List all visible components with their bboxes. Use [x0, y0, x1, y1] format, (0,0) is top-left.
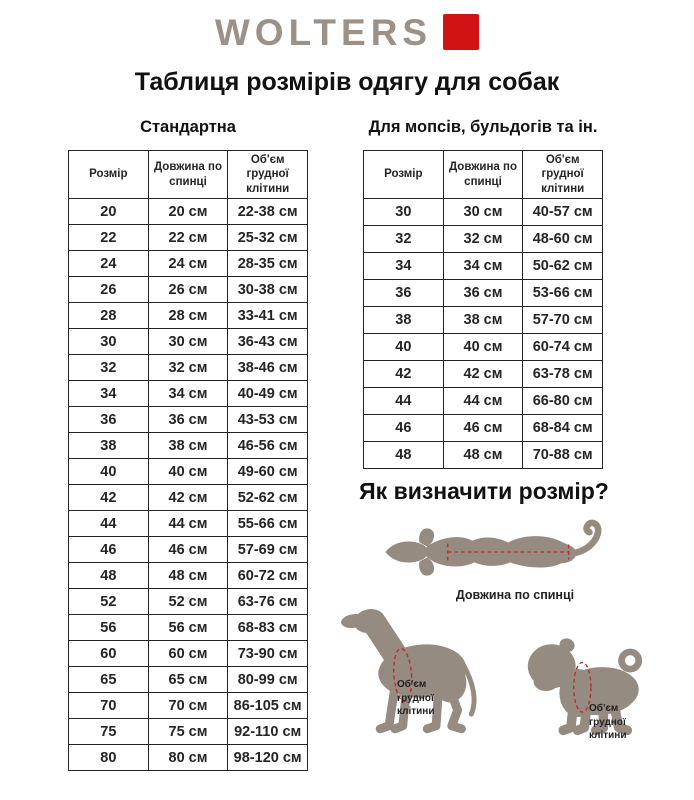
- table-row: [69, 667, 308, 693]
- table-cell: 70-88 см: [523, 442, 603, 469]
- pugs-table-title: Для мопсів, бульдогів та ін.: [368, 118, 598, 136]
- back-length-label: Довжина по спинці: [455, 588, 575, 602]
- pugs-table-header: [364, 151, 603, 199]
- table-cell: 52-62 см: [228, 485, 308, 511]
- table-cell: 40: [69, 459, 149, 485]
- column-header-back-length: Довжина по спинці: [443, 151, 523, 199]
- table-row: [364, 253, 603, 280]
- standard-table-section: [68, 118, 308, 771]
- table-cell: 36 см: [443, 280, 523, 307]
- table-cell: 46: [364, 415, 444, 442]
- table-cell: 36-43 см: [228, 329, 308, 355]
- guide-title: Як визначити розмір?: [359, 478, 609, 504]
- table-cell: 30: [364, 199, 444, 226]
- table-cell: 38: [364, 307, 444, 334]
- table-cell: 48: [364, 442, 444, 469]
- table-cell: 44 см: [148, 511, 228, 537]
- table-cell: 34: [69, 381, 149, 407]
- table-row: [69, 589, 308, 615]
- table-cell: 56 см: [148, 615, 228, 641]
- table-cell: 68-83 см: [228, 615, 308, 641]
- column-header-back-length: Довжина по спинці: [148, 151, 228, 199]
- brand-logo-text: WOLTERS: [214, 12, 433, 53]
- table-row: [364, 334, 603, 361]
- table-cell: 55-66 см: [228, 511, 308, 537]
- table-cell: 44: [364, 388, 444, 415]
- table-cell: 40-57 см: [523, 199, 603, 226]
- column-header-chest: Об'єм грудної клітини: [523, 151, 603, 199]
- table-cell: 28-35 см: [228, 251, 308, 277]
- table-cell: 30-38 см: [228, 277, 308, 303]
- table-cell: 80: [69, 745, 149, 771]
- table-cell: 34: [364, 253, 444, 280]
- table-cell: 60-74 см: [523, 334, 603, 361]
- table-cell: 57-70 см: [523, 307, 603, 334]
- table-cell: 42 см: [443, 361, 523, 388]
- table-cell: 48: [69, 563, 149, 589]
- table-cell: 36: [69, 407, 149, 433]
- table-cell: 80-99 см: [228, 667, 308, 693]
- dog-top-view-illustration: [375, 518, 615, 586]
- table-row: [364, 280, 603, 307]
- table-cell: 22: [69, 225, 149, 251]
- table-cell: 70: [69, 693, 149, 719]
- table-cell: 36 см: [148, 407, 228, 433]
- table-row: [69, 433, 308, 459]
- dog-top-view-silhouette: [385, 523, 598, 576]
- table-cell: 46 см: [443, 415, 523, 442]
- table-cell: 40-49 см: [228, 381, 308, 407]
- standard-table-title: Стандартна: [140, 118, 236, 136]
- table-cell: 50-62 см: [523, 253, 603, 280]
- table-row: [69, 381, 308, 407]
- table-cell: 38 см: [148, 433, 228, 459]
- brand-logo-red-square: [443, 14, 479, 50]
- table-cell: 22-38 см: [228, 199, 308, 225]
- table-cell: 38 см: [443, 307, 523, 334]
- table-row: [364, 199, 603, 226]
- table-cell: 22 см: [148, 225, 228, 251]
- table-row: [69, 355, 308, 381]
- table-cell: 63-78 см: [523, 361, 603, 388]
- table-cell: 32 см: [148, 355, 228, 381]
- table-cell: 86-105 см: [228, 693, 308, 719]
- table-cell: 98-120 см: [228, 745, 308, 771]
- chest-volume-label: Об'єм грудної клітини: [589, 703, 627, 741]
- table-cell: 42: [364, 361, 444, 388]
- table-cell: 52 см: [148, 589, 228, 615]
- table-cell: 30: [69, 329, 149, 355]
- pugs-size-table: [363, 150, 603, 469]
- table-cell: 34 см: [148, 381, 228, 407]
- table-cell: 42 см: [148, 485, 228, 511]
- table-cell: 66-80 см: [523, 388, 603, 415]
- table-row: [69, 251, 308, 277]
- table-cell: 60: [69, 641, 149, 667]
- table-cell: 44: [69, 511, 149, 537]
- standard-size-table: [68, 150, 308, 771]
- table-cell: 24: [69, 251, 149, 277]
- table-row: [69, 329, 308, 355]
- table-cell: 20 см: [148, 199, 228, 225]
- table-cell: 48 см: [443, 442, 523, 469]
- table-row: [69, 615, 308, 641]
- table-row: [69, 693, 308, 719]
- table-cell: 40: [364, 334, 444, 361]
- table-row: [364, 415, 603, 442]
- column-header-size: Розмір: [69, 151, 149, 199]
- table-cell: 38: [69, 433, 149, 459]
- table-row: [364, 226, 603, 253]
- table-row: [69, 563, 308, 589]
- table-cell: 75: [69, 719, 149, 745]
- table-row: [69, 225, 308, 251]
- table-cell: 48-60 см: [523, 226, 603, 253]
- header-row: [69, 151, 308, 199]
- column-header-chest: Об'єм грудної клітини: [228, 151, 308, 199]
- table-cell: 42: [69, 485, 149, 511]
- size-guide-section: [340, 478, 694, 790]
- table-cell: 44 см: [443, 388, 523, 415]
- table-cell: 75 см: [148, 719, 228, 745]
- table-cell: 48 см: [148, 563, 228, 589]
- table-cell: 30 см: [443, 199, 523, 226]
- table-cell: 49-60 см: [228, 459, 308, 485]
- table-row: [69, 303, 308, 329]
- table-cell: 60 см: [148, 641, 228, 667]
- table-cell: 56: [69, 615, 149, 641]
- table-cell: 28 см: [148, 303, 228, 329]
- table-row: [69, 277, 308, 303]
- table-row: [69, 511, 308, 537]
- table-row: [364, 361, 603, 388]
- table-cell: 65 см: [148, 667, 228, 693]
- table-cell: 57-69 см: [228, 537, 308, 563]
- table-row: [364, 307, 603, 334]
- table-cell: 32: [69, 355, 149, 381]
- table-cell: 40 см: [443, 334, 523, 361]
- page-title: Таблиця розмірів одягу для собак: [134, 68, 560, 96]
- table-cell: 20: [69, 199, 149, 225]
- table-row: [364, 442, 603, 469]
- table-row: [69, 407, 308, 433]
- table-cell: 40 см: [148, 459, 228, 485]
- header-row: [364, 151, 603, 199]
- table-cell: 46-56 см: [228, 433, 308, 459]
- table-cell: 65: [69, 667, 149, 693]
- table-cell: 80 см: [148, 745, 228, 771]
- table-cell: 68-84 см: [523, 415, 603, 442]
- column-header-size: Розмір: [364, 151, 444, 199]
- table-cell: 92-110 см: [228, 719, 308, 745]
- table-cell: 43-53 см: [228, 407, 308, 433]
- table-cell: 52: [69, 589, 149, 615]
- table-row: [364, 388, 603, 415]
- chest-volume-label: Об'єм грудної клітини: [397, 679, 435, 717]
- table-cell: 32 см: [443, 226, 523, 253]
- table-cell: 60-72 см: [228, 563, 308, 589]
- table-cell: 34 см: [443, 253, 523, 280]
- table-row: [69, 719, 308, 745]
- table-cell: 30 см: [148, 329, 228, 355]
- table-cell: 46 см: [148, 537, 228, 563]
- table-row: [69, 485, 308, 511]
- table-row: [69, 537, 308, 563]
- table-cell: 32: [364, 226, 444, 253]
- table-row: [69, 459, 308, 485]
- table-cell: 73-90 см: [228, 641, 308, 667]
- table-cell: 26 см: [148, 277, 228, 303]
- table-cell: 70 см: [148, 693, 228, 719]
- brand-logo: [0, 14, 694, 51]
- table-row: [69, 641, 308, 667]
- pugs-table-section: [363, 118, 603, 469]
- table-cell: 46: [69, 537, 149, 563]
- table-cell: 38-46 см: [228, 355, 308, 381]
- table-cell: 26: [69, 277, 149, 303]
- table-row: [69, 745, 308, 771]
- table-cell: 25-32 см: [228, 225, 308, 251]
- standard-table-header: [69, 151, 308, 199]
- table-row: [69, 199, 308, 225]
- table-cell: 33-41 см: [228, 303, 308, 329]
- table-cell: 28: [69, 303, 149, 329]
- table-cell: 63-76 см: [228, 589, 308, 615]
- table-cell: 24 см: [148, 251, 228, 277]
- table-cell: 36: [364, 280, 444, 307]
- table-cell: 53-66 см: [523, 280, 603, 307]
